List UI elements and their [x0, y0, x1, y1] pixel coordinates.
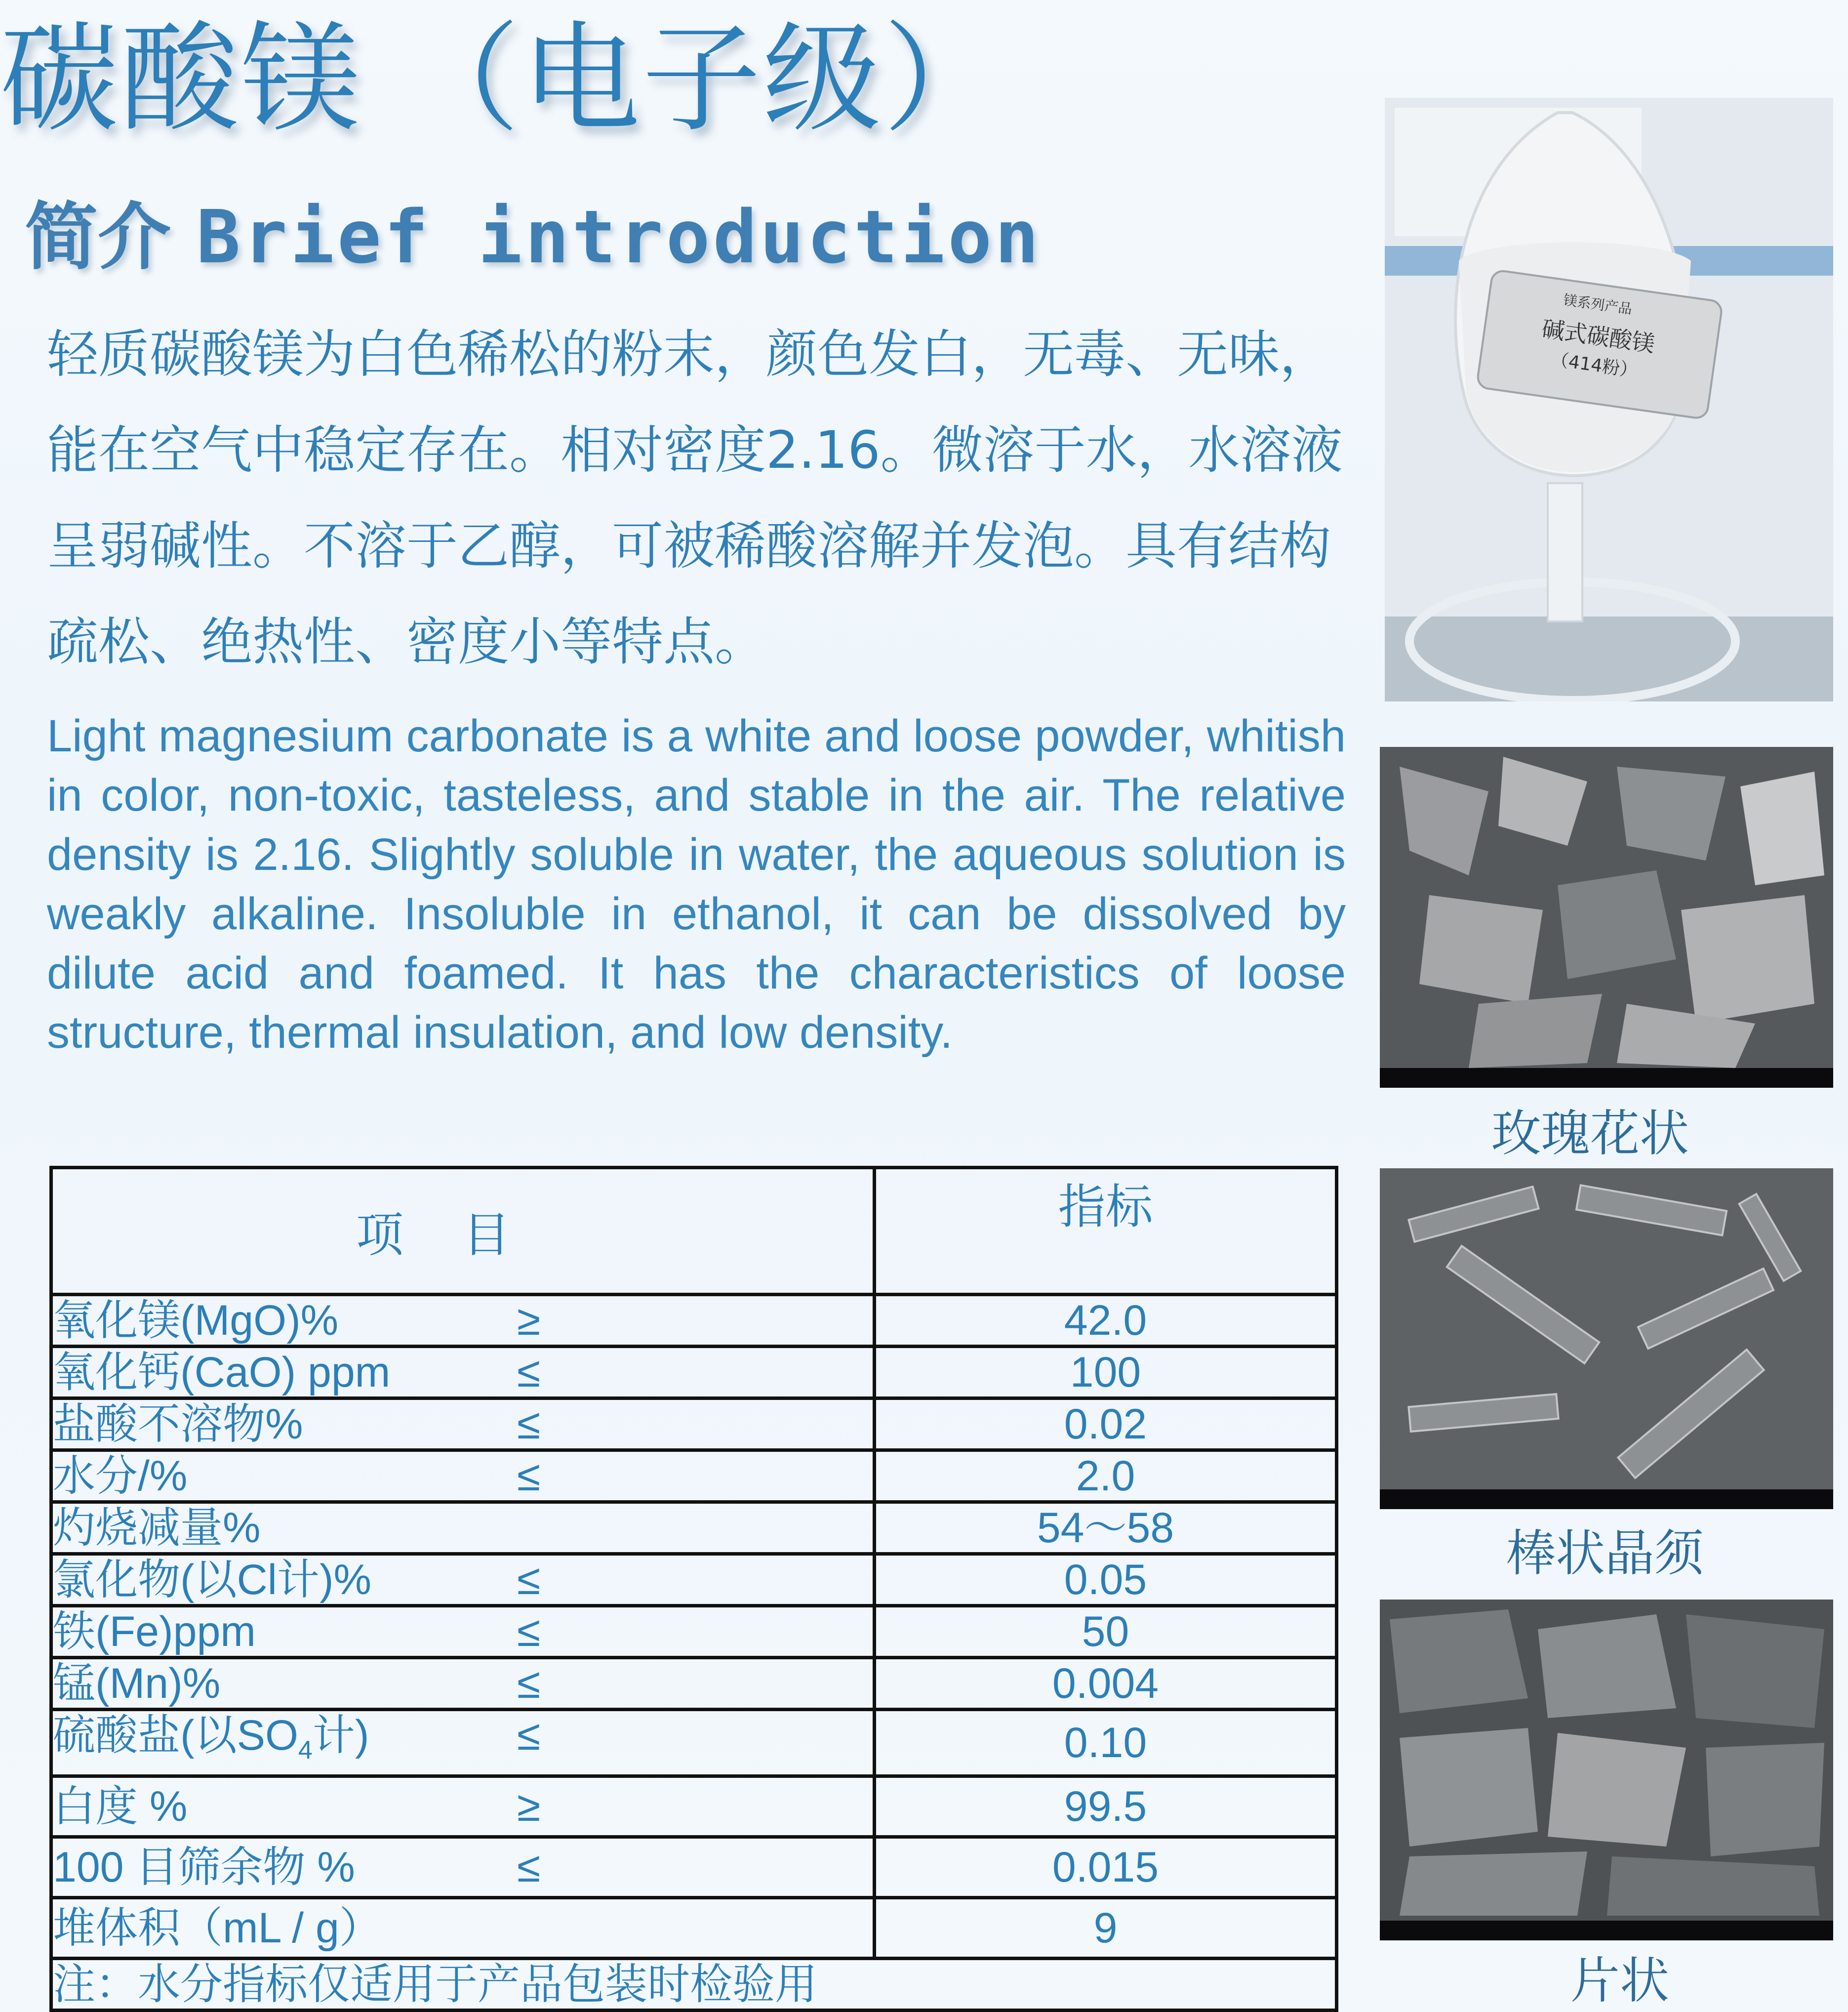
row-item — [51, 1606, 875, 1658]
sem-info-bar — [1380, 1068, 1833, 1088]
item-label — [53, 1712, 369, 1765]
sem-image-flakes — [1380, 1600, 1833, 1940]
row-item — [51, 1502, 875, 1554]
spec-table — [49, 1166, 1338, 2012]
item-label: 氧化镁(MgO)% — [53, 1297, 339, 1344]
plate — [1400, 1851, 1587, 1916]
sem-rods-svg — [1380, 1168, 1833, 1509]
comparison-symbol: ≤ — [517, 1844, 541, 1891]
row-item — [51, 1295, 875, 1347]
header-value: 指标 — [875, 1168, 1337, 1295]
comparison-symbol: ≥ — [517, 1783, 541, 1831]
item-label-pre: 硫酸盐(以SO — [53, 1712, 298, 1759]
sem-image-rods — [1380, 1168, 1833, 1509]
sem-rose-svg — [1380, 747, 1833, 1088]
row-value: 42.0 — [875, 1295, 1337, 1347]
row-item — [51, 1658, 875, 1710]
item-label: 白度 % — [53, 1783, 188, 1831]
intro-english: Light magnesium carbonate is a white and loose powder, whitish in color, non-toxic, tasteless, and stable in the air. The relative density is 2.16. Slightly soluble in water, the aqueous solution is weakly alkaline. Insoluble in ethanol, it can be dissolved by dilute acid and foamed. It has the characteristics of loose structure, thermal insulation, and low density. — [47, 711, 1346, 1058]
page-title: 碳酸镁 （电子级） — [0, 10, 1004, 148]
table-row — [51, 1837, 1337, 1898]
table-row — [51, 1502, 1337, 1554]
table-note: 注：水分指标仅适用于产品包装时检验用 — [51, 1959, 1337, 2011]
row-value: 0.004 — [875, 1658, 1337, 1710]
comparison-symbol: ≤ — [517, 1712, 541, 1759]
row-item — [51, 1776, 875, 1837]
row-item — [51, 1554, 875, 1606]
item-label: 100 目筛余物 % — [53, 1844, 355, 1891]
table-row — [51, 1450, 1337, 1502]
table-row — [51, 1776, 1337, 1837]
row-item — [51, 1450, 875, 1502]
sem-info-bar — [1380, 1489, 1833, 1509]
row-item — [51, 1398, 875, 1450]
table-row — [51, 1295, 1337, 1347]
flake — [1681, 895, 1814, 1024]
row-item — [51, 1837, 875, 1898]
sem-flakes-svg — [1380, 1600, 1833, 1940]
table-row — [51, 1898, 1337, 1959]
table-row — [51, 1658, 1337, 1710]
row-value: 0.02 — [875, 1398, 1337, 1450]
table-row — [51, 1398, 1337, 1450]
row-value: 2.0 — [875, 1450, 1337, 1502]
item-label: 氯化物(以Cl计)% — [53, 1556, 371, 1603]
flask-label-line2: 碱式碳酸镁 — [1540, 315, 1656, 358]
header-item — [51, 1168, 875, 1295]
flake — [1740, 772, 1824, 885]
comparison-symbol: ≥ — [517, 1297, 541, 1344]
section-title — [25, 190, 1042, 284]
item-label: 盐酸不溶物% — [53, 1400, 303, 1448]
item-label: 水分/% — [53, 1452, 188, 1500]
comparison-symbol: ≤ — [517, 1660, 541, 1707]
table-row — [51, 1710, 1337, 1776]
table-note-row — [51, 1959, 1337, 2011]
table-row — [51, 1606, 1337, 1658]
row-value: 50 — [875, 1606, 1337, 1658]
row-value: 99.5 — [875, 1776, 1337, 1837]
item-label: 灼烧减量% — [53, 1504, 261, 1552]
table-row — [51, 1347, 1337, 1398]
sem-image-rose — [1380, 747, 1833, 1088]
row-value: 54～58 — [875, 1502, 1337, 1554]
table-surface — [1385, 616, 1833, 701]
plate — [1706, 1743, 1824, 1856]
header-item-label: 项目 — [356, 1208, 569, 1262]
caption-flakes: 片状 — [1570, 1952, 1669, 2010]
product-photo — [1385, 98, 1833, 701]
section-title-en: Brief introduction — [196, 195, 1042, 280]
row-item — [51, 1898, 875, 1959]
item-label: 氧化钙(CaO) ppm — [53, 1349, 391, 1396]
table-row — [51, 1554, 1337, 1606]
comparison-symbol: ≤ — [517, 1400, 541, 1448]
row-value: 0.015 — [875, 1837, 1337, 1898]
caption-rods: 棒状晶须 — [1506, 1524, 1704, 1582]
flask-label-line1: 镁系列产品 — [1562, 291, 1633, 318]
item-label-subscript: 4 — [298, 1736, 313, 1765]
caption-rose: 玫瑰花状 — [1491, 1105, 1689, 1162]
flask-stem — [1548, 483, 1582, 621]
item-label: 锰(Mn)% — [53, 1660, 221, 1707]
plate — [1607, 1856, 1819, 1916]
flask-illustration — [1385, 98, 1833, 701]
intro-chinese: 轻质碳酸镁为白色稀松的粉末，颜色发白，无毒、无味，能在空气中稳定存在。相对密度2.16。微溶于水，水溶液呈弱碱性。不溶于乙醇，可被稀酸溶解并发泡。具有结构疏松、绝热性、密度小等特点。 — [47, 324, 1343, 672]
flask-label-line3: （414粉） — [1549, 349, 1639, 382]
sem-info-bar — [1380, 1921, 1833, 1940]
row-value: 0.05 — [875, 1554, 1337, 1606]
plate — [1390, 1609, 1528, 1713]
row-value: 9 — [875, 1898, 1337, 1959]
plate — [1538, 1614, 1676, 1718]
comparison-symbol: ≤ — [517, 1452, 541, 1500]
row-item — [51, 1710, 875, 1776]
item-label-post: 计) — [312, 1712, 369, 1759]
comparison-symbol: ≤ — [517, 1349, 541, 1396]
flake — [1469, 994, 1602, 1068]
item-label: 堆体积（mL / g） — [53, 1904, 382, 1952]
row-item — [51, 1347, 875, 1398]
row-value: 100 — [875, 1347, 1337, 1398]
plate — [1548, 1733, 1686, 1847]
plate — [1686, 1614, 1824, 1728]
table-header-row — [51, 1168, 1337, 1295]
row-value: 0.10 — [875, 1710, 1337, 1776]
comparison-symbol: ≤ — [517, 1556, 541, 1603]
section-title-cn: 简介 — [25, 195, 171, 280]
comparison-symbol: ≤ — [517, 1608, 541, 1655]
item-label: 铁(Fe)ppm — [53, 1608, 256, 1655]
plate — [1400, 1728, 1538, 1847]
